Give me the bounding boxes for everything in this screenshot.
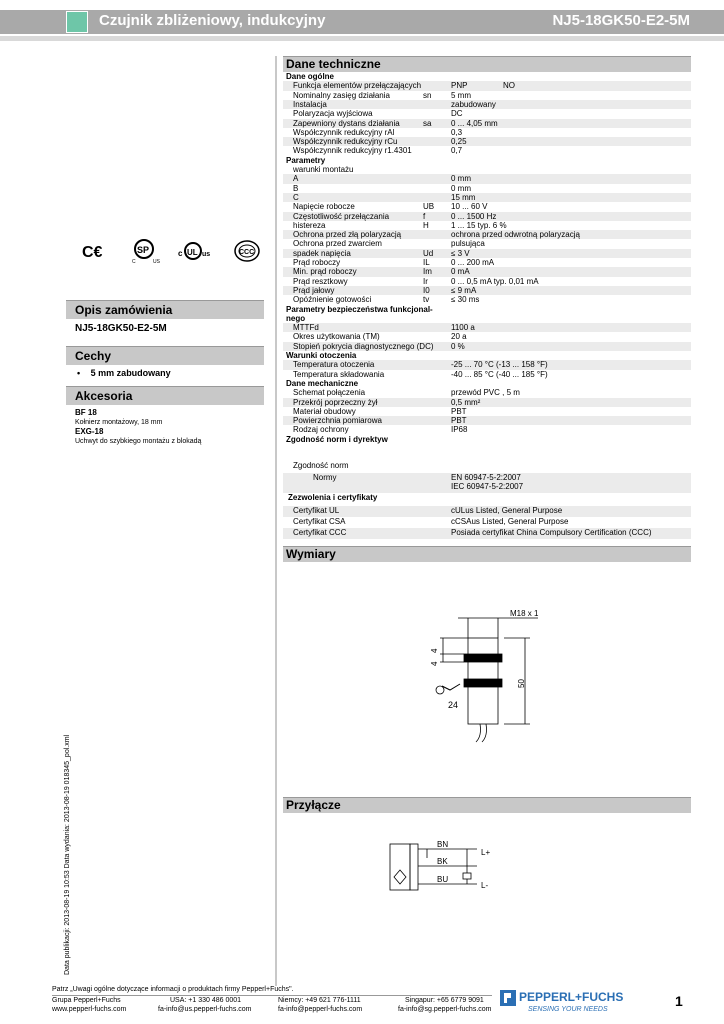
param-value: 0,3	[451, 127, 463, 137]
footer-sg-email[interactable]: fa-info@sg.pepperl-fuchs.com	[398, 1006, 492, 1013]
param-value: pulsująca	[451, 239, 485, 249]
group-title: Parametry bezpieczeństwa funkcjonal-	[286, 304, 433, 314]
feature-text: 5 mm zabudowany	[90, 368, 171, 378]
svg-text:CCC: CCC	[239, 249, 255, 256]
param-name: Temperatura otoczenia	[293, 360, 375, 370]
svg-text:C: C	[132, 259, 136, 265]
svg-text:BU: BU	[437, 875, 449, 884]
footer-group: Grupa Pepperl+Fuchs	[52, 997, 121, 1004]
param-value: przewód PVC , 5 m	[451, 388, 520, 398]
param-name: Temperatura składowania	[293, 369, 385, 379]
norms-label-row: Zgodność norm	[293, 461, 349, 470]
param-value: 10 ... 60 V	[451, 202, 488, 212]
footer-rule	[52, 995, 492, 996]
param-value: 0 mA	[451, 267, 470, 277]
param-value: -25 ... 70 °C (-13 ... 158 °F)	[451, 360, 548, 370]
tech-row	[283, 202, 691, 211]
footer-sg-phone: Singapur: +65 6779 9091	[405, 997, 484, 1004]
tech-row	[283, 230, 691, 239]
tech-row	[283, 193, 691, 202]
param-value: 0,7	[451, 146, 463, 156]
page-number: 1	[675, 993, 683, 1009]
tech-row	[283, 407, 691, 416]
csa-mark-icon	[132, 240, 161, 265]
param-name: warunki montażu	[293, 165, 354, 174]
param-name: Nominalny zasięg działania	[293, 90, 390, 100]
page-header	[0, 0, 724, 44]
param-name: Opóźnienie gotowości	[293, 295, 372, 305]
param-value: 0 ... 0,5 mA typ. 0,01 mA	[451, 276, 539, 286]
dimension-drawing	[420, 604, 550, 744]
tech-row	[283, 221, 691, 230]
param-value: 0 %	[451, 341, 465, 351]
param-name: Zapewniony dystans działania	[293, 118, 400, 128]
tech-row	[283, 119, 691, 128]
param-symbol: UB	[423, 202, 435, 212]
param-value: IP68	[451, 425, 468, 435]
features-section-header: Cechy	[66, 346, 264, 365]
svg-text:BN: BN	[437, 840, 449, 849]
svg-text:C€: C€	[82, 244, 103, 261]
dimensions-section-header: Wymiary	[283, 546, 691, 562]
footer-de-phone: Niemcy: +49 621 776-1111	[278, 997, 361, 1004]
tech-row	[283, 174, 691, 183]
brand-name: PEPPERL+FUCHS	[519, 990, 624, 1004]
param-value: zabudowany	[451, 99, 496, 109]
param-value: 0 ... 4,05 mm	[451, 118, 498, 128]
param-value: ≤ 9 mA	[451, 285, 477, 295]
param-symbol: f	[423, 211, 426, 221]
param-name: Napięcie robocze	[293, 202, 355, 212]
tech-row	[283, 212, 691, 221]
param-symbol: sn	[423, 90, 432, 100]
wrench-size: 24	[448, 700, 459, 710]
tech-row	[283, 109, 691, 118]
param-name: Prąd roboczy	[293, 258, 341, 267]
svg-text:us: us	[202, 251, 211, 258]
norms-row: Normy EN 60947-5-2:2007 IEC 60947-5-2:2007	[283, 473, 691, 493]
param-name: Przekrój poprzeczny żył	[293, 397, 378, 407]
svg-text:SP: SP	[137, 245, 150, 255]
param-symbol: Im	[423, 267, 432, 277]
param-name: MTTFd	[293, 323, 319, 333]
group-title: Warunki otoczenia	[286, 351, 357, 360]
dim-length: 50	[517, 679, 526, 688]
brand-slogan: SENSING YOUR NEEDS	[528, 1006, 608, 1013]
publication-note: Data publikacji: 2013-08-19 10:53 Data wydania: 2013-08-19 018345_pol.xml	[64, 734, 71, 975]
svg-text:L+: L+	[481, 848, 491, 857]
footer-usa-email[interactable]: fa-info@us.pepperl-fuchs.com	[158, 1006, 252, 1013]
param-name: Materiał obudowy	[293, 406, 356, 416]
param-symbol: I0	[423, 285, 430, 295]
tech-row	[283, 184, 691, 193]
tech-row	[283, 239, 691, 248]
param-value: PBT	[451, 416, 467, 426]
tech-row	[283, 360, 691, 369]
param-value: 1100 a	[451, 323, 475, 333]
accessory-list	[75, 408, 201, 446]
param-value: 0 ... 1500 Hz	[451, 211, 497, 221]
param-name: Współczynnik redukcyjny rCu	[293, 137, 398, 147]
param-value: ≤ 30 ms	[451, 295, 480, 305]
thread-label: M18 x 1	[510, 609, 539, 618]
param-value: ≤ 3 V	[451, 248, 470, 258]
accessory-name[interactable]: EXG-18	[75, 427, 104, 436]
tech-group-row	[283, 314, 691, 323]
tech-group-row	[283, 379, 691, 388]
tech-row	[283, 258, 691, 267]
pf-logo-icon	[500, 990, 516, 1006]
param-symbol: Ir	[423, 276, 428, 286]
param-name: Stopień pokrycia diagnostycznego (DC)	[293, 341, 434, 351]
group-title: nego	[286, 313, 306, 323]
svg-text:c: c	[178, 249, 183, 258]
param-name: Prąd jałowy	[293, 285, 335, 295]
svg-text:US: US	[153, 259, 160, 265]
feature-item	[77, 368, 171, 378]
param-value: 0 mm	[451, 183, 471, 193]
param-name: Prąd resztkowy	[293, 276, 348, 286]
tech-row	[283, 100, 691, 109]
tech-section-header: Dane techniczne	[283, 56, 691, 72]
param-symbol: Ud	[423, 248, 434, 258]
param-name: Rodzaj ochrony	[293, 425, 349, 435]
param-value: 0,5 mm²	[451, 397, 481, 407]
certification-marks	[80, 237, 270, 267]
param-value: 0 mm	[451, 174, 471, 184]
param-name: Współczynnik redukcyjny r1.4301	[293, 146, 412, 156]
accessories-section-header: Akcesoria	[66, 386, 264, 405]
approval-row: Certyfikat CCC Posiada certyfikat China Compulsory Certification (CCC)	[283, 528, 691, 539]
param-value: 5 mm	[451, 90, 471, 100]
header-rule	[0, 36, 724, 41]
svg-text:BK: BK	[437, 857, 448, 866]
accessory-desc: Kołnierz montażowy, 18 mm	[75, 418, 163, 426]
tech-row	[283, 165, 691, 174]
group-title: Parametry	[286, 155, 326, 165]
param-value: -40 ... 85 °C (-40 ... 185 °F)	[451, 369, 548, 379]
order-value: NJ5-18GK50-E2-5M	[75, 323, 167, 334]
param-name: Współczynnik redukcyjny rAl	[293, 127, 395, 137]
approval-row: Certyfikat CSA cCSAus Listed, General Purpose	[293, 517, 569, 526]
param-name: Schemat połączenia	[293, 388, 366, 398]
ce-mark-icon	[82, 244, 103, 261]
param-value: 0,25	[451, 137, 467, 147]
param-value: ochrona przed odwrotną polaryzacją	[451, 230, 580, 240]
accessory-name[interactable]: BF 18	[75, 408, 97, 417]
tech-row	[283, 267, 691, 276]
tech-row	[283, 295, 691, 304]
param-name: Ochrona przed złą polaryzacją	[293, 230, 402, 240]
tech-row	[283, 388, 691, 397]
tech-row	[283, 370, 691, 379]
tech-row	[283, 416, 691, 425]
tech-row	[283, 81, 691, 90]
param-value: DC	[451, 109, 463, 119]
approval-row: Certyfikat UL cULus Listed, General Purpose	[283, 506, 691, 517]
param-symbol: sa	[423, 118, 432, 128]
tech-group-row	[283, 156, 691, 165]
tech-row	[283, 137, 691, 146]
param-name: histereza	[293, 220, 326, 230]
param-value: 1 ... 15 typ. 6 %	[451, 220, 507, 230]
dim-4b: 4	[430, 661, 439, 666]
wiring-diagram	[385, 836, 515, 896]
tech-row	[283, 91, 691, 100]
tech-group-row	[283, 435, 691, 444]
param-name: Min. prąd roboczy	[293, 267, 357, 277]
param-name: C	[293, 192, 299, 202]
culus-mark-icon	[178, 243, 210, 259]
param-value-2: NO	[503, 81, 515, 91]
ccc-mark-icon	[235, 241, 259, 261]
order-section-header: Opis zamówienia	[66, 300, 264, 319]
tech-group-row	[283, 351, 691, 360]
param-symbol: H	[423, 220, 429, 230]
tech-row	[283, 332, 691, 341]
param-name: Funkcja elementów przełączających	[293, 81, 422, 91]
footer-note: Patrz „Uwagi ogólne dotyczące informacji o produktach firmy Pepperl+Fuchs".	[52, 986, 294, 993]
footer-de-email[interactable]: fa-info@pepperl-fuchs.com	[278, 1006, 363, 1013]
tech-row	[283, 425, 691, 434]
param-name: Polaryzacja wyjściowa	[293, 109, 373, 119]
tech-row	[283, 323, 691, 332]
param-value: PNP	[451, 81, 468, 91]
tech-row	[283, 342, 691, 351]
connection-section-header: Przyłącze	[283, 797, 691, 813]
param-value: 15 mm	[451, 192, 476, 202]
column-divider	[275, 56, 277, 986]
param-symbol: tv	[423, 295, 430, 305]
model-number: NJ5-18GK50-E2-5M	[552, 12, 690, 29]
footer-usa-phone: USA: +1 330 486 0001	[170, 997, 242, 1004]
page-title: Czujnik zbliżeniowy, indukcyjny	[99, 12, 326, 29]
svg-text:UL: UL	[187, 248, 198, 257]
param-value: 0 ... 200 mA	[451, 258, 495, 267]
tech-row	[283, 286, 691, 295]
param-value: 20 a	[451, 332, 467, 342]
group-title: Dane mechaniczne	[286, 378, 359, 388]
tech-row	[283, 146, 691, 155]
approvals-label-row: Zezwolenia i certyfikaty	[288, 493, 378, 502]
tech-row	[283, 128, 691, 137]
group-title: Zgodność norm i dyrektyw	[286, 434, 388, 444]
param-name: Okres użytkowania (TM)	[293, 332, 380, 342]
tech-group-row	[283, 305, 691, 314]
svg-text:L-: L-	[481, 881, 489, 890]
footer-website[interactable]: www.pepperl-fuchs.com	[52, 1006, 127, 1013]
dim-4a: 4	[430, 648, 439, 653]
param-name: Instalacja	[293, 99, 327, 109]
tech-row	[283, 277, 691, 286]
param-name: Ochrona przed zwarciem	[293, 239, 382, 249]
param-name: B	[293, 183, 299, 193]
tech-row	[283, 398, 691, 407]
param-symbol: IL	[423, 258, 430, 267]
param-name: Powierzchnia pomiarowa	[293, 416, 382, 426]
bullet: •	[77, 368, 81, 378]
param-name: Częstotliwość przełączania	[293, 211, 390, 221]
tech-row	[283, 249, 691, 258]
param-name: A	[293, 174, 299, 184]
accessory-desc: Uchwyt do szybkiego montażu z blokadą	[75, 437, 202, 445]
param-value: PBT	[451, 406, 467, 416]
header-square-icon	[66, 11, 88, 33]
group-title: Dane ogólne	[286, 72, 335, 81]
tech-group-row	[283, 72, 691, 81]
param-name: spadek napięcia	[293, 248, 351, 258]
